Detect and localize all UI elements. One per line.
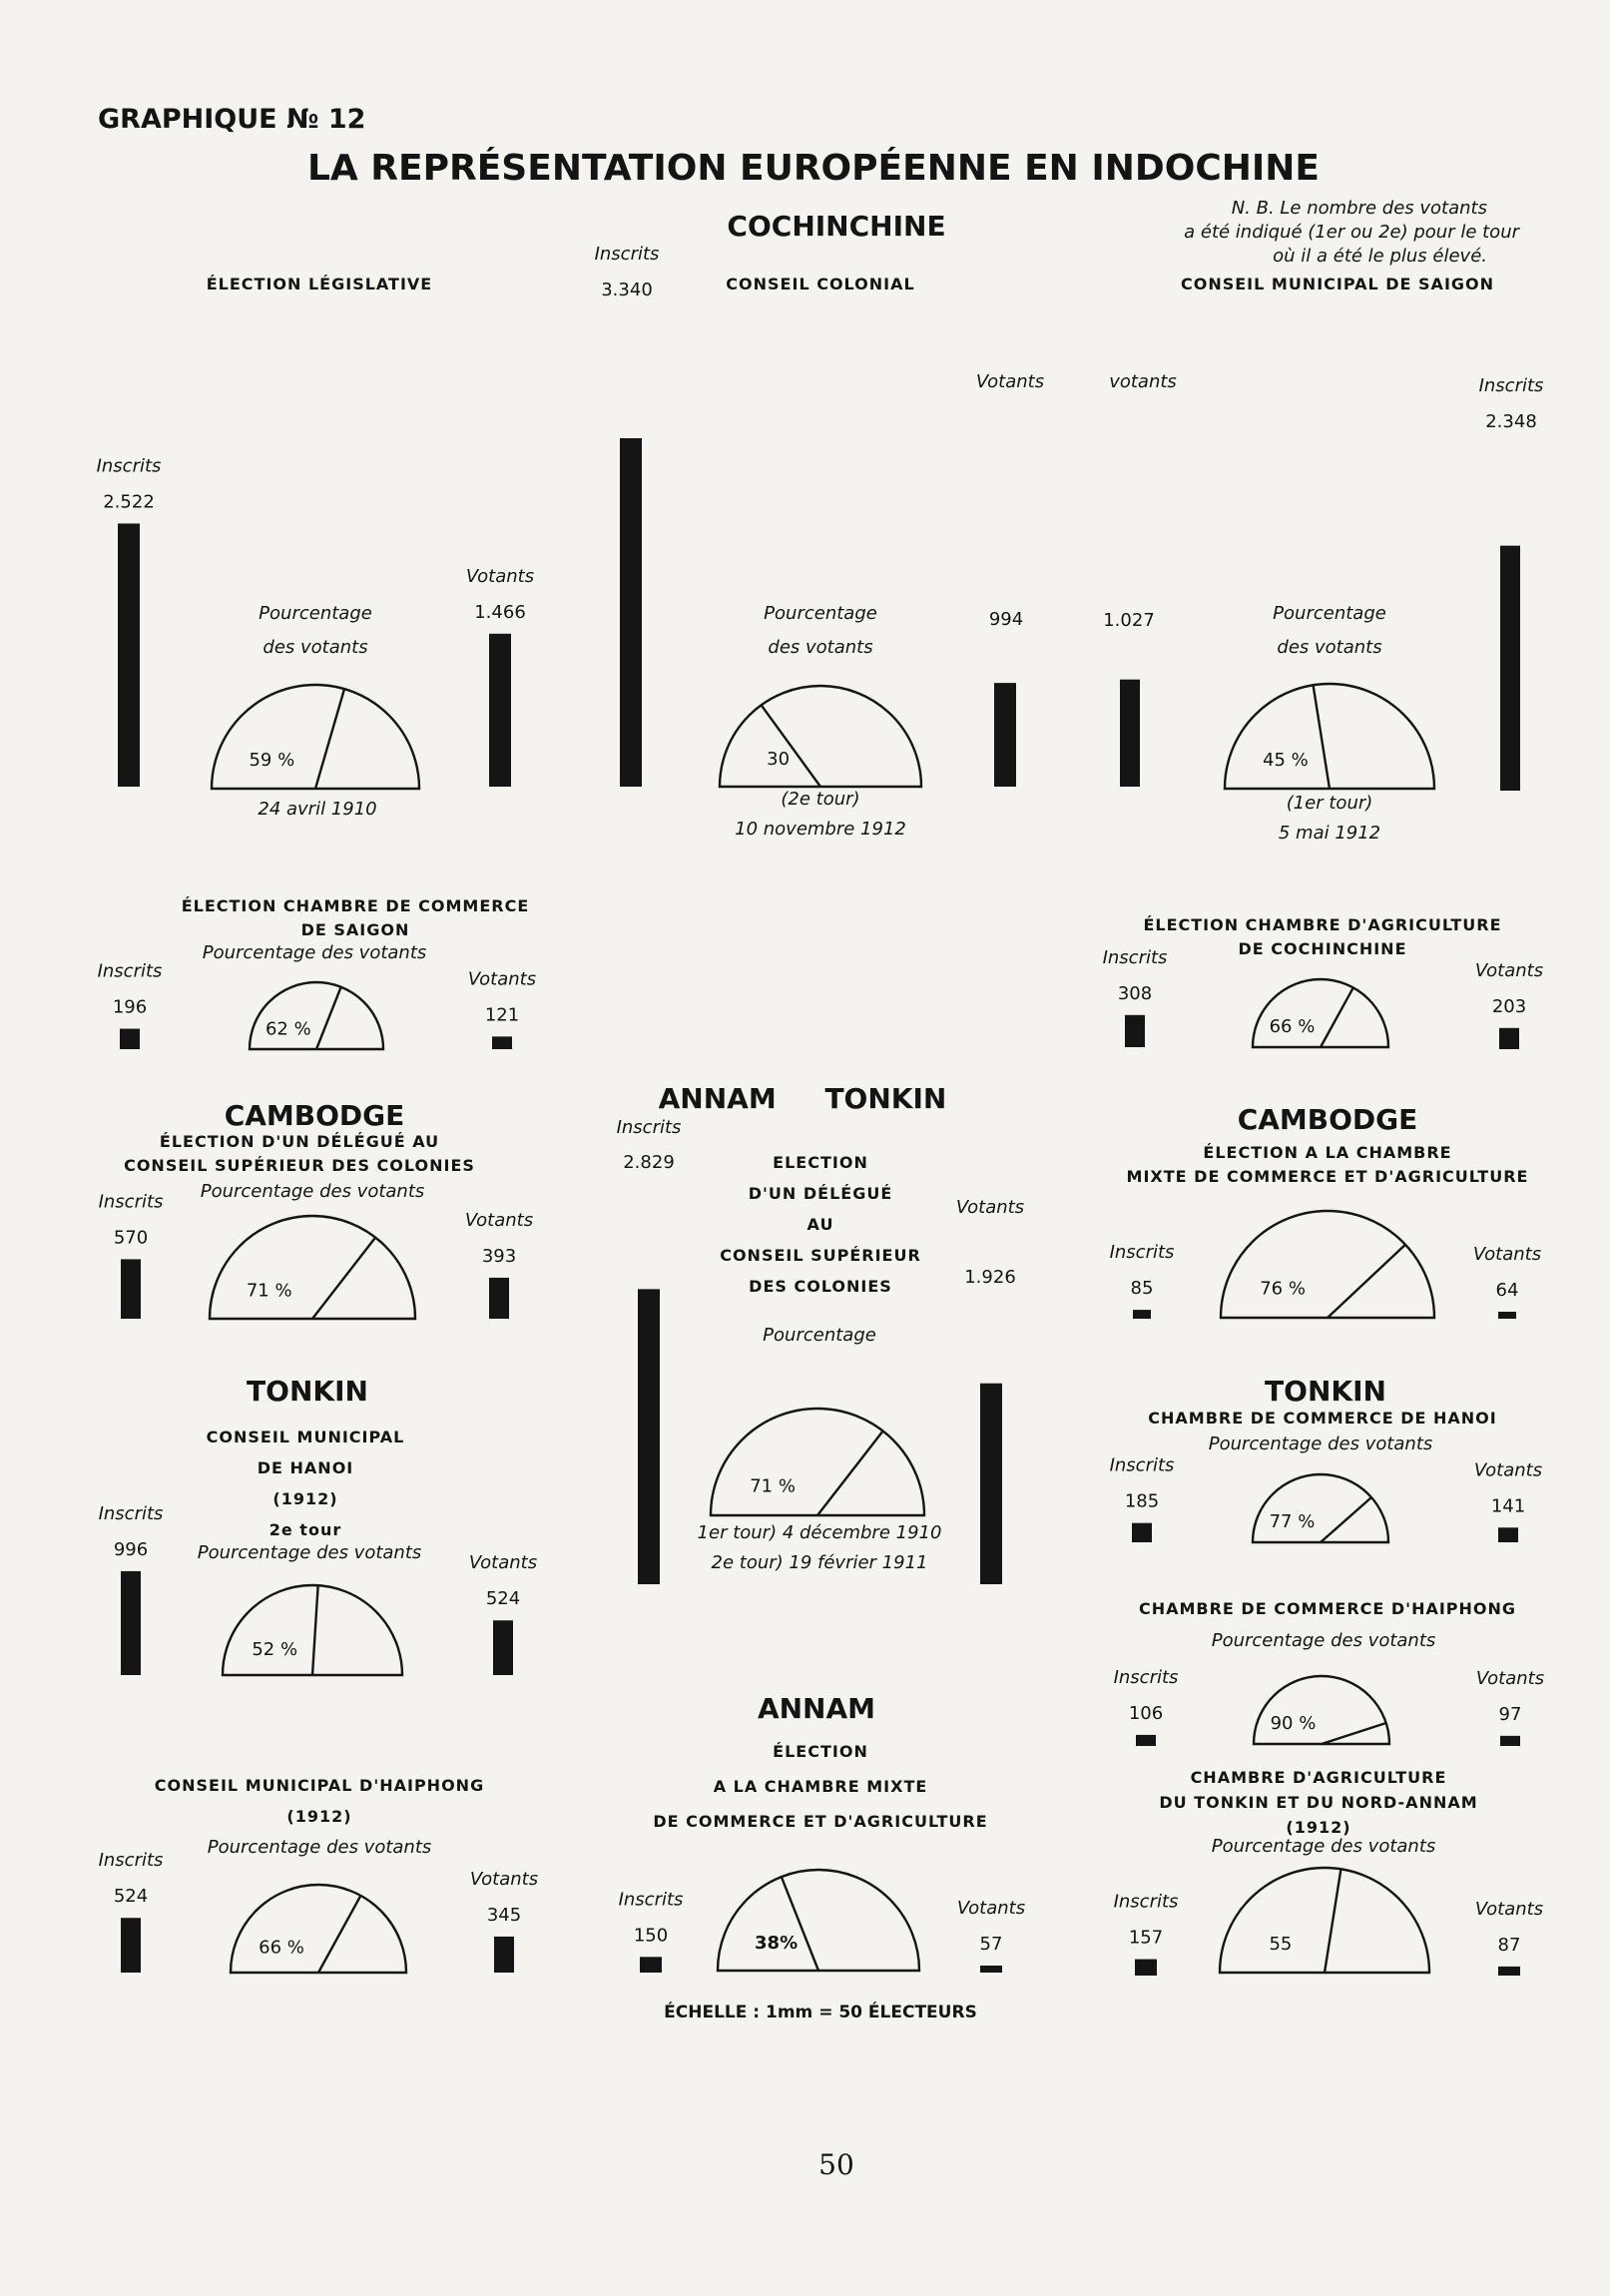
bar-inscrits (118, 523, 140, 787)
chart-title: ÉLECTION D'UN DÉLÉGUÉ AU (159, 1132, 440, 1151)
percent-caption: Pourcentage des votants (202, 942, 427, 963)
value-label: 570 (113, 1227, 149, 1249)
mini-chart-saigon-chambre-commerce (98, 896, 537, 1049)
chart-title: MIXTE DE COMMERCE ET D'AGRICULTURE (1126, 1167, 1529, 1186)
category-label: Inscrits (98, 1850, 164, 1872)
chart-title: (1912) (286, 1807, 352, 1826)
category-label: Inscrits (618, 1889, 684, 1911)
chart-title: CONSEIL MUNICIPAL (206, 1428, 405, 1446)
page-title: LA REPRÉSENTATION EUROPÉENNE EN INDOCHINE (306, 148, 1321, 189)
election-date: 2e tour) 19 février 1911 (711, 1552, 928, 1573)
category-label: Inscrits (1109, 1242, 1175, 1264)
percent-needle (1328, 1245, 1405, 1318)
mini-chart-hanoi-chambre-commerce (1110, 1409, 1543, 1542)
percent-caption: des votants (768, 637, 873, 658)
chart-title: ÉLECTION LÉGISLATIVE (206, 275, 433, 293)
bar-votants (1498, 1967, 1520, 1976)
percent-needle (762, 705, 820, 787)
value-label: 64 (1495, 1280, 1519, 1301)
category-label: Inscrits (1113, 1891, 1179, 1913)
percent-label: 90 % (1270, 1713, 1317, 1735)
percent-needle (316, 987, 341, 1049)
percent-needle (1325, 1869, 1341, 1973)
bar-inscrits (1132, 1523, 1152, 1542)
mini-chart-cochinchine-chambre-agriculture (1103, 915, 1544, 1049)
mini-chart-haiphong-chambre-commerce (1114, 1599, 1545, 1746)
percent-needle (315, 689, 344, 789)
percent-label: 66 % (1269, 1016, 1316, 1038)
chart-title: DE COMMERCE ET D'AGRICULTURE (653, 1812, 988, 1831)
category-label: Votants (1472, 1244, 1542, 1265)
election-date: 24 avril 1910 (258, 799, 377, 820)
percent-gauge (212, 685, 419, 789)
bar-votants (489, 1278, 509, 1319)
percent-label: 59 % (249, 750, 295, 772)
percent-needle (1321, 987, 1353, 1047)
percent-label: 71 % (750, 1475, 796, 1497)
chart-title: CHAMBRE D'AGRICULTURE (1190, 1768, 1447, 1787)
category-label: Inscrits (1102, 946, 1168, 968)
value-label: 996 (113, 1538, 149, 1560)
percent-needle (1321, 1497, 1371, 1542)
nb-note (1184, 198, 1520, 267)
percent-label: 52 % (252, 1639, 298, 1661)
category-label: Inscrits (1113, 1666, 1179, 1688)
value-label: 524 (485, 1588, 521, 1610)
percent-label: 76 % (1260, 1278, 1306, 1300)
value-label: 994 (988, 609, 1024, 630)
bar-inscrits (121, 1571, 141, 1675)
mini-chart-annam-chambre-mixte (619, 1742, 1026, 1973)
chart-title: DE SAIGON (300, 920, 410, 939)
region-heading: TONKIN (1265, 1375, 1386, 1408)
percent-label: 71 % (246, 1280, 292, 1302)
percent-label: 30 (767, 748, 791, 770)
chart-title: CONSEIL COLONIAL (726, 275, 915, 293)
bar-inscrits (638, 1289, 660, 1584)
chart-title: ÉLECTION CHAMBRE DE COMMERCE (181, 896, 530, 915)
value-label: 185 (1124, 1490, 1160, 1512)
value-label: 2.348 (1485, 411, 1537, 432)
percent-label: 45 % (1263, 749, 1309, 771)
chart-title: (1912) (1286, 1818, 1351, 1837)
percent-gauge (720, 686, 921, 787)
value-label: 2.522 (103, 491, 155, 513)
mini-chart-cambodge-chambre-mixte (1110, 1143, 1542, 1319)
percent-label: 66 % (259, 1937, 304, 1959)
bar-votants (493, 1620, 513, 1675)
value-label: 345 (486, 1904, 522, 1926)
value-label: 3.340 (601, 280, 653, 300)
value-label: 196 (112, 996, 148, 1018)
bar-inscrits (1500, 546, 1520, 791)
category-label: Votants (1473, 1459, 1543, 1481)
percent-needle (312, 1585, 318, 1675)
value-label: 106 (1128, 1702, 1164, 1724)
percent-needle (1314, 685, 1330, 789)
chart-title: ÉLECTION A LA CHAMBRE (1203, 1143, 1452, 1162)
percent-label: 38% (755, 1932, 799, 1954)
election-date: 10 novembre 1912 (735, 819, 906, 840)
value-label: 1.466 (474, 601, 526, 623)
category-label: Votants (469, 1868, 539, 1890)
mini-chart-cambodge-delegue (99, 1132, 534, 1319)
value-label: 393 (481, 1245, 517, 1267)
bar-inscrits (1133, 1310, 1151, 1319)
percent-gauge (1221, 1211, 1434, 1318)
category-label: Inscrits (96, 455, 162, 477)
percent-caption: Pourcentage (764, 603, 877, 624)
region-heading: CAMBODGE (1237, 1103, 1418, 1136)
category-label: Votants (1475, 1667, 1545, 1689)
bar-votants (994, 683, 1016, 787)
bar-votants (1500, 1736, 1520, 1746)
category-label: Inscrits (1109, 1454, 1175, 1476)
percent-gauge (718, 1870, 919, 1971)
percent-caption: Pourcentage (259, 603, 372, 624)
bar-votants (489, 634, 511, 787)
category-label: Votants (956, 1898, 1026, 1919)
value-label: 97 (1498, 1703, 1522, 1725)
percent-label: 62 % (265, 1018, 311, 1040)
mini-chart-annam-tonkin-delegue (617, 1117, 1025, 1584)
category-label: Votants (465, 565, 535, 587)
scale-note: ÉCHELLE : 1mm = 50 ÉLECTEURS (664, 2003, 977, 2022)
chart-title: CONSEIL SUPÉRIEUR DES COLONIES (124, 1156, 475, 1175)
value-label: 87 (1497, 1934, 1521, 1956)
bar-inscrits (120, 1029, 140, 1049)
percent-gauge (210, 1216, 415, 1319)
bar-votants (492, 1036, 512, 1049)
percent-needle (782, 1877, 818, 1971)
chart-title: DES COLONIES (749, 1277, 892, 1296)
value-label: 2.829 (623, 1152, 675, 1173)
category-label: Votants (955, 1197, 1025, 1218)
chart-title: AU (806, 1215, 834, 1234)
percent-caption: Pourcentage (763, 1325, 876, 1346)
bar-inscrits (1136, 1735, 1156, 1746)
bar-inscrits (1125, 1015, 1145, 1047)
percent-label: 77 % (1269, 1511, 1316, 1533)
bar-inscrits (121, 1918, 141, 1973)
value-label: 121 (484, 1004, 520, 1026)
nb-note-line: où il a été le plus élevé. (1273, 246, 1487, 267)
value-label: 1.027 (1103, 610, 1155, 631)
chart-title: A LA CHAMBRE MIXTE (713, 1777, 928, 1796)
chart-title: CONSEIL MUNICIPAL D'HAIPHONG (154, 1776, 485, 1795)
bar-votants (494, 1937, 514, 1973)
value-label: 157 (1128, 1927, 1164, 1949)
category-label: Votants (975, 371, 1045, 392)
region-heading: ANNAM (757, 1692, 876, 1725)
mini-chart-saigon-conseil-municipal (1103, 275, 1543, 844)
chart-title: D'UN DÉLÉGUÉ (748, 1184, 893, 1203)
bar-inscrits (1135, 1960, 1157, 1976)
nb-note-line: a été indiqué (1er ou 2e) pour le tour (1184, 222, 1519, 243)
chart-title: CHAMBRE DE COMMERCE D'HAIPHONG (1138, 1599, 1517, 1618)
percent-caption: Pourcentage des votants (197, 1542, 422, 1563)
percent-needle (817, 1431, 883, 1515)
category-label: votants (1109, 371, 1177, 392)
category-label: Inscrits (98, 1191, 164, 1213)
chart-title: CHAMBRE DE COMMERCE DE HANOI (1148, 1409, 1497, 1428)
value-label: 1.926 (964, 1267, 1016, 1288)
value-label: 85 (1130, 1278, 1154, 1300)
percent-caption: Pourcentage des votants (1211, 1836, 1436, 1857)
percent-gauge (231, 1885, 406, 1973)
category-label: Inscrits (616, 1117, 682, 1138)
percent-caption: Pourcentage des votants (207, 1837, 432, 1858)
percent-label: 55 (1269, 1933, 1293, 1955)
category-label: Votants (467, 968, 537, 990)
percent-caption: Pourcentage (1273, 603, 1386, 624)
chart-title: DE HANOI (257, 1458, 354, 1477)
region-heading: ANNAM TONKIN (658, 1082, 947, 1115)
chart-title: ELECTION (773, 1153, 868, 1172)
region-heading: CAMBODGE (224, 1099, 405, 1132)
percent-caption: Pourcentage des votants (1208, 1434, 1433, 1454)
percent-caption: Pourcentage des votants (1211, 1630, 1436, 1651)
percent-needle (312, 1238, 375, 1319)
value-label: 150 (633, 1925, 669, 1947)
mini-chart-hanoi-conseil-municipal (99, 1428, 538, 1675)
category-label: Inscrits (1478, 375, 1544, 396)
value-label: 57 (979, 1934, 1003, 1955)
category-label: Inscrits (97, 960, 163, 982)
bar-inscrits (620, 438, 642, 787)
chart-title: (1912) (272, 1489, 338, 1508)
value-label: 308 (1117, 982, 1153, 1004)
chart-title: DE COCHINCHINE (1238, 939, 1407, 958)
chart-title: ÉLECTION CHAMBRE D'AGRICULTURE (1143, 915, 1502, 934)
chart-title: 2e tour (268, 1520, 342, 1539)
bar-votants (1498, 1527, 1518, 1542)
category-label: Inscrits (98, 1502, 164, 1524)
value-label: 524 (113, 1886, 149, 1908)
category-label: Votants (468, 1552, 538, 1574)
percent-caption: Pourcentage des votants (200, 1181, 425, 1202)
bar-inscrits (121, 1259, 141, 1319)
percent-needle (1322, 1723, 1386, 1744)
graph-number: GRAPHIQUE № 12 (98, 104, 366, 135)
category-label: Votants (1474, 1898, 1544, 1920)
chart-title: DU TONKIN ET DU NORD-ANNAM (1159, 1793, 1478, 1812)
nb-note-line: N. B. Le nombre des votants (1231, 198, 1487, 219)
percent-gauge (1220, 1868, 1429, 1973)
category-label: Inscrits (594, 244, 660, 265)
election-date: 5 mai 1912 (1278, 823, 1381, 844)
mini-chart-tonkin-nord-annam-agriculture (1114, 1768, 1544, 1976)
bar-inscrits (640, 1957, 662, 1973)
value-label: 203 (1491, 995, 1527, 1017)
mini-chart-cochinchine-legislative (97, 275, 535, 820)
chart-title: CONSEIL MUNICIPAL DE SAIGON (1180, 275, 1495, 293)
bar-votants (980, 1384, 1002, 1584)
election-date: 1er tour) 4 décembre 1910 (697, 1522, 942, 1543)
bar-votants (1120, 680, 1140, 787)
region-heading: TONKIN (247, 1375, 368, 1408)
category-label: Votants (1474, 959, 1544, 981)
bar-votants (1499, 1028, 1519, 1049)
bar-votants (980, 1966, 1002, 1973)
chart-title: ÉLECTION (773, 1742, 868, 1761)
value-label: 141 (1490, 1495, 1526, 1517)
percent-gauge (1225, 684, 1434, 789)
percent-needle (318, 1896, 360, 1973)
election-date: (1er tour) (1286, 793, 1373, 814)
percent-gauge (711, 1409, 924, 1515)
percent-caption: des votants (263, 637, 368, 658)
chart-title: CONSEIL SUPÉRIEUR (720, 1246, 921, 1265)
percent-caption: des votants (1277, 637, 1382, 658)
bar-votants (1498, 1312, 1516, 1319)
mini-chart-haiphong-conseil-municipal (99, 1776, 539, 1973)
election-date: (2e tour) (781, 789, 860, 810)
region-heading: COCHINCHINE (727, 210, 946, 243)
category-label: Votants (464, 1209, 534, 1231)
mini-chart-cochinchine-conseil-colonial (595, 244, 1045, 840)
page-number: 50 (818, 2148, 854, 2181)
